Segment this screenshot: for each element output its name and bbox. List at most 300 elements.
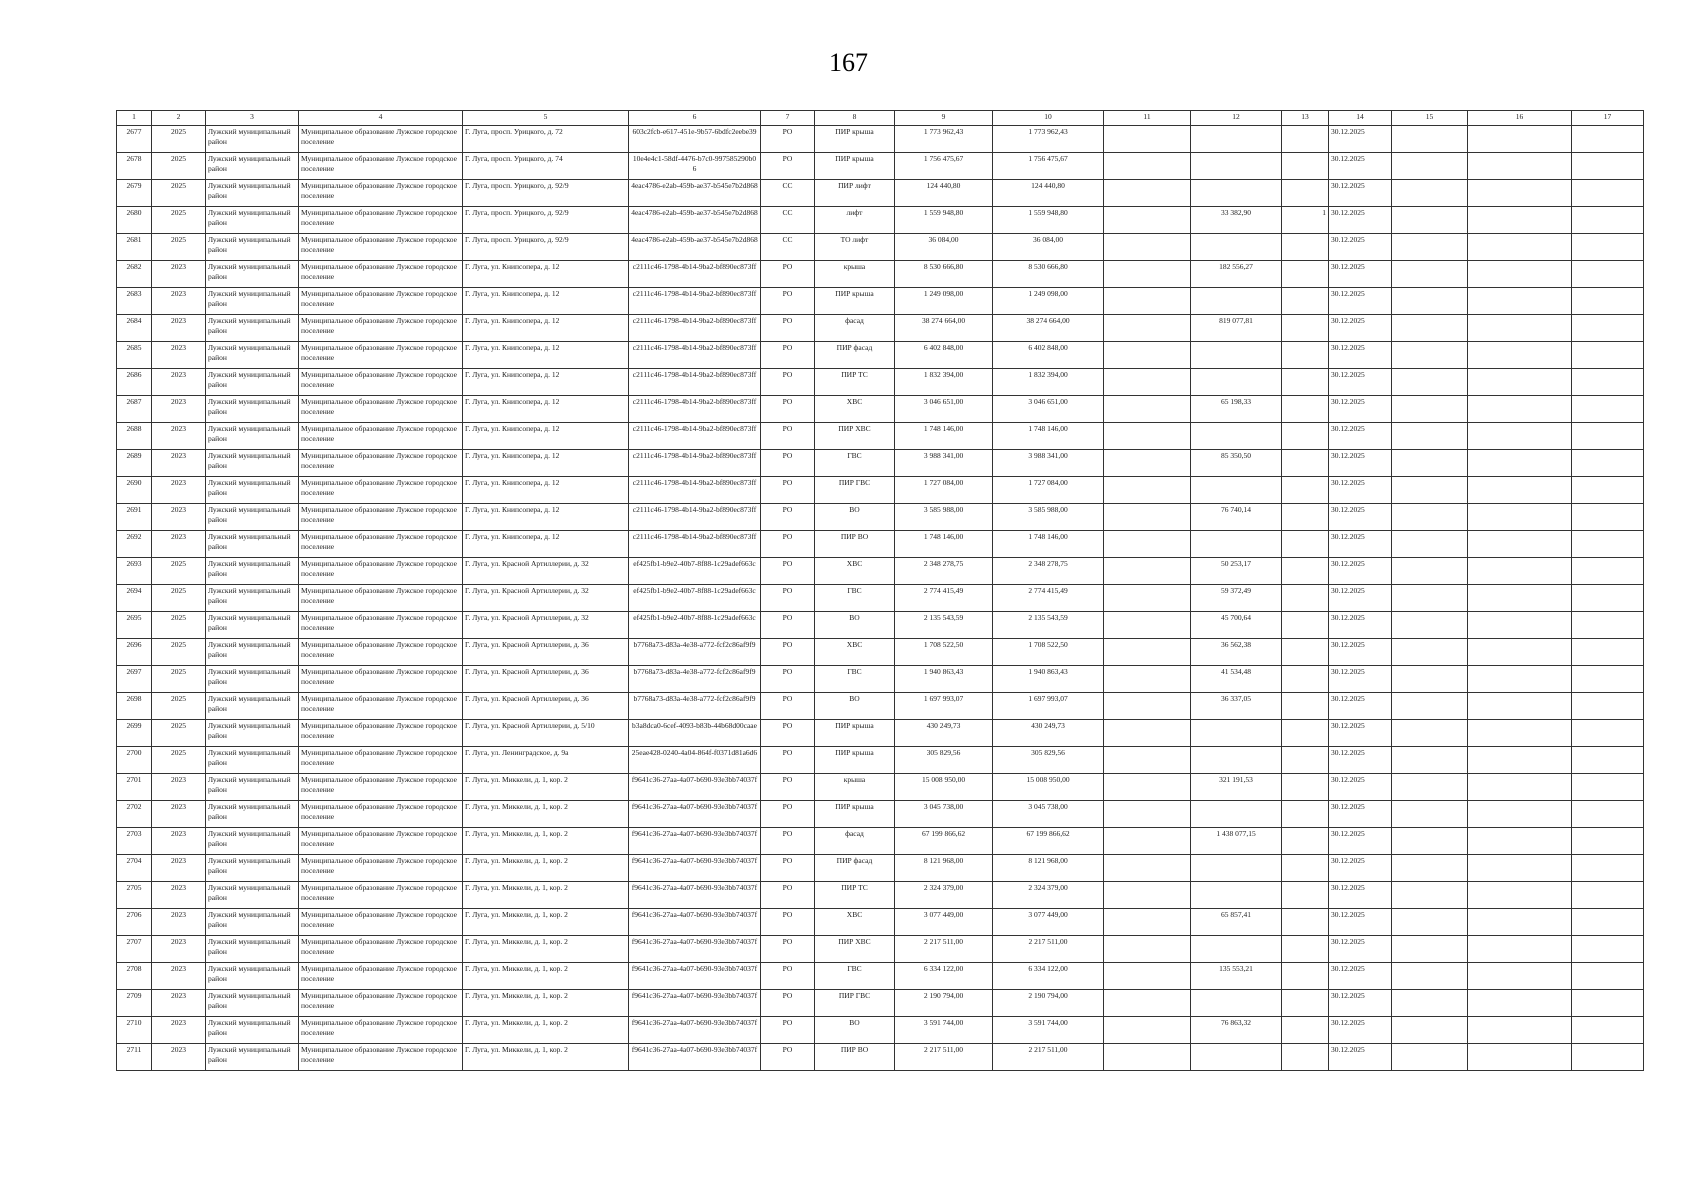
column-header: 13 bbox=[1282, 111, 1329, 126]
table-row bbox=[117, 315, 1644, 342]
guid-cell: f9641c36-27aa-4a07-b690-93e3bb74037f bbox=[629, 774, 761, 801]
year-cell: 2023 bbox=[152, 1044, 206, 1071]
column-header: 17 bbox=[1572, 111, 1644, 126]
district-cell: Лужский муниципальный район bbox=[206, 369, 299, 396]
col12-cell: 50 253,17 bbox=[1191, 558, 1282, 585]
work-type-cell: крыша bbox=[815, 261, 895, 288]
district-cell: Лужский муниципальный район bbox=[206, 855, 299, 882]
guid-cell: b3a8dca0-6cef-4093-b83b-44b68d00caae bbox=[629, 720, 761, 747]
type-cell: РО bbox=[761, 1017, 815, 1044]
district-cell: Лужский муниципальный район bbox=[206, 666, 299, 693]
year-cell: 2025 bbox=[152, 126, 206, 153]
col16-cell bbox=[1468, 234, 1572, 261]
table-row bbox=[117, 747, 1644, 774]
work-type-cell: ВО bbox=[815, 504, 895, 531]
year-cell: 2025 bbox=[152, 153, 206, 180]
col13-cell bbox=[1282, 396, 1329, 423]
district-cell: Лужский муниципальный район bbox=[206, 153, 299, 180]
address-cell: Г. Луга, ул. Миккели, д. 1, кор. 2 bbox=[463, 963, 629, 990]
table-row bbox=[117, 558, 1644, 585]
column-header: 9 bbox=[895, 111, 993, 126]
col17-cell bbox=[1572, 1044, 1644, 1071]
type-cell: РО bbox=[761, 882, 815, 909]
cost-total-cell: 2 324 379,00 bbox=[993, 882, 1104, 909]
address-cell: Г. Луга, ул. Книпсопера, д. 12 bbox=[463, 261, 629, 288]
col17-cell bbox=[1572, 504, 1644, 531]
guid-cell: c2111c46-1798-4b14-9ba2-bf890ec873ff bbox=[629, 369, 761, 396]
table-row bbox=[117, 369, 1644, 396]
address-cell: Г. Луга, ул. Миккели, д. 1, кор. 2 bbox=[463, 828, 629, 855]
work-type-cell: ГВС bbox=[815, 963, 895, 990]
col11-cell bbox=[1104, 207, 1191, 234]
municipality-cell: Муниципальное образование Лужское городское поселение bbox=[299, 261, 463, 288]
col13-cell bbox=[1282, 1044, 1329, 1071]
col13-cell bbox=[1282, 180, 1329, 207]
deadline-cell: 30.12.2025 bbox=[1329, 423, 1392, 450]
deadline-cell: 30.12.2025 bbox=[1329, 720, 1392, 747]
col15-cell bbox=[1392, 450, 1468, 477]
cost-cell: 2 774 415,49 bbox=[895, 585, 993, 612]
table-row bbox=[117, 693, 1644, 720]
guid-cell: ef425fb1-b9e2-40b7-8f88-1c29adef663c bbox=[629, 585, 761, 612]
district-cell: Лужский муниципальный район bbox=[206, 747, 299, 774]
address-cell: Г. Луга, ул. Книпсопера, д. 12 bbox=[463, 477, 629, 504]
address-cell: Г. Луга, ул. Миккели, д. 1, кор. 2 bbox=[463, 909, 629, 936]
deadline-cell: 30.12.2025 bbox=[1329, 855, 1392, 882]
row-number-cell: 2703 bbox=[117, 828, 152, 855]
cost-cell: 38 274 664,00 bbox=[895, 315, 993, 342]
municipality-cell: Муниципальное образование Лужское городское поселение bbox=[299, 855, 463, 882]
district-cell: Лужский муниципальный район bbox=[206, 828, 299, 855]
table-row bbox=[117, 855, 1644, 882]
row-number-cell: 2701 bbox=[117, 774, 152, 801]
col13-cell bbox=[1282, 531, 1329, 558]
cost-cell: 1 940 863,43 bbox=[895, 666, 993, 693]
municipality-cell: Муниципальное образование Лужское городское поселение bbox=[299, 585, 463, 612]
municipality-cell: Муниципальное образование Лужское городское поселение bbox=[299, 909, 463, 936]
table-row bbox=[117, 936, 1644, 963]
row-number-cell: 2706 bbox=[117, 909, 152, 936]
col15-cell bbox=[1392, 828, 1468, 855]
table-row bbox=[117, 180, 1644, 207]
col15-cell bbox=[1392, 990, 1468, 1017]
column-header: 15 bbox=[1392, 111, 1468, 126]
col11-cell bbox=[1104, 585, 1191, 612]
col12-cell bbox=[1191, 342, 1282, 369]
address-cell: Г. Луга, ул. Красной Артиллерии, д. 36 bbox=[463, 693, 629, 720]
col17-cell bbox=[1572, 1017, 1644, 1044]
address-cell: Г. Луга, ул. Миккели, д. 1, кор. 2 bbox=[463, 936, 629, 963]
type-cell: РО bbox=[761, 450, 815, 477]
work-type-cell: ПИР ГВС bbox=[815, 477, 895, 504]
cost-total-cell: 38 274 664,00 bbox=[993, 315, 1104, 342]
work-type-cell: ПИР ХВС bbox=[815, 936, 895, 963]
col15-cell bbox=[1392, 153, 1468, 180]
row-number-cell: 2690 bbox=[117, 477, 152, 504]
type-cell: РО bbox=[761, 666, 815, 693]
type-cell: РО bbox=[761, 747, 815, 774]
address-cell: Г. Луга, просп. Урицкого, д. 92/9 bbox=[463, 180, 629, 207]
column-header: 1 bbox=[117, 111, 152, 126]
table-row bbox=[117, 423, 1644, 450]
deadline-cell: 30.12.2025 bbox=[1329, 126, 1392, 153]
col12-cell bbox=[1191, 801, 1282, 828]
address-cell: Г. Луга, просп. Урицкого, д. 92/9 bbox=[463, 207, 629, 234]
row-number-cell: 2677 bbox=[117, 126, 152, 153]
work-type-cell: ХВС bbox=[815, 639, 895, 666]
table-row bbox=[117, 1044, 1644, 1071]
district-cell: Лужский муниципальный район bbox=[206, 423, 299, 450]
col13-cell: 1 bbox=[1282, 207, 1329, 234]
deadline-cell: 30.12.2025 bbox=[1329, 477, 1392, 504]
year-cell: 2023 bbox=[152, 450, 206, 477]
col15-cell bbox=[1392, 612, 1468, 639]
col16-cell bbox=[1468, 153, 1572, 180]
cost-cell: 2 217 511,00 bbox=[895, 936, 993, 963]
district-cell: Лужский муниципальный район bbox=[206, 342, 299, 369]
district-cell: Лужский муниципальный район bbox=[206, 936, 299, 963]
cost-total-cell: 2 348 278,75 bbox=[993, 558, 1104, 585]
guid-cell: f9641c36-27aa-4a07-b690-93e3bb74037f bbox=[629, 855, 761, 882]
district-cell: Лужский муниципальный район bbox=[206, 693, 299, 720]
type-cell: РО bbox=[761, 693, 815, 720]
district-cell: Лужский муниципальный район bbox=[206, 558, 299, 585]
table-row bbox=[117, 261, 1644, 288]
col12-cell bbox=[1191, 288, 1282, 315]
guid-cell: f9641c36-27aa-4a07-b690-93e3bb74037f bbox=[629, 963, 761, 990]
col17-cell bbox=[1572, 261, 1644, 288]
cost-cell: 124 440,80 bbox=[895, 180, 993, 207]
col16-cell bbox=[1468, 720, 1572, 747]
col17-cell bbox=[1572, 936, 1644, 963]
district-cell: Лужский муниципальный район bbox=[206, 1017, 299, 1044]
deadline-cell: 30.12.2025 bbox=[1329, 585, 1392, 612]
year-cell: 2023 bbox=[152, 909, 206, 936]
col15-cell bbox=[1392, 801, 1468, 828]
works-table bbox=[116, 110, 1644, 1071]
col13-cell bbox=[1282, 477, 1329, 504]
year-cell: 2023 bbox=[152, 288, 206, 315]
row-number-cell: 2711 bbox=[117, 1044, 152, 1071]
year-cell: 2025 bbox=[152, 234, 206, 261]
col15-cell bbox=[1392, 747, 1468, 774]
municipality-cell: Муниципальное образование Лужское городское поселение bbox=[299, 990, 463, 1017]
cost-cell: 3 077 449,00 bbox=[895, 909, 993, 936]
address-cell: Г. Луга, ул. Красной Артиллерии, д. 32 bbox=[463, 612, 629, 639]
col12-cell: 135 553,21 bbox=[1191, 963, 1282, 990]
guid-cell: ef425fb1-b9e2-40b7-8f88-1c29adef663c bbox=[629, 558, 761, 585]
col11-cell bbox=[1104, 126, 1191, 153]
type-cell: РО bbox=[761, 612, 815, 639]
type-cell: РО bbox=[761, 990, 815, 1017]
year-cell: 2023 bbox=[152, 261, 206, 288]
col16-cell bbox=[1468, 612, 1572, 639]
cost-cell: 1 727 084,00 bbox=[895, 477, 993, 504]
cost-cell: 67 199 866,62 bbox=[895, 828, 993, 855]
table-row bbox=[117, 882, 1644, 909]
deadline-cell: 30.12.2025 bbox=[1329, 801, 1392, 828]
municipality-cell: Муниципальное образование Лужское городское поселение bbox=[299, 720, 463, 747]
deadline-cell: 30.12.2025 bbox=[1329, 909, 1392, 936]
col12-cell: 819 077,81 bbox=[1191, 315, 1282, 342]
table-row bbox=[117, 963, 1644, 990]
year-cell: 2025 bbox=[152, 666, 206, 693]
type-cell: РО bbox=[761, 963, 815, 990]
deadline-cell: 30.12.2025 bbox=[1329, 234, 1392, 261]
cost-cell: 6 334 122,00 bbox=[895, 963, 993, 990]
row-number-cell: 2692 bbox=[117, 531, 152, 558]
col17-cell bbox=[1572, 990, 1644, 1017]
deadline-cell: 30.12.2025 bbox=[1329, 666, 1392, 693]
col15-cell bbox=[1392, 666, 1468, 693]
col13-cell bbox=[1282, 423, 1329, 450]
municipality-cell: Муниципальное образование Лужское городское поселение bbox=[299, 963, 463, 990]
table-row bbox=[117, 207, 1644, 234]
cost-total-cell: 3 077 449,00 bbox=[993, 909, 1104, 936]
row-number-cell: 2689 bbox=[117, 450, 152, 477]
district-cell: Лужский муниципальный район bbox=[206, 180, 299, 207]
col16-cell bbox=[1468, 747, 1572, 774]
deadline-cell: 30.12.2025 bbox=[1329, 1044, 1392, 1071]
cost-cell: 8 530 666,80 bbox=[895, 261, 993, 288]
municipality-cell: Муниципальное образование Лужское городское поселение bbox=[299, 801, 463, 828]
col16-cell bbox=[1468, 1017, 1572, 1044]
col12-cell: 76 740,14 bbox=[1191, 504, 1282, 531]
col17-cell bbox=[1572, 153, 1644, 180]
col17-cell bbox=[1572, 396, 1644, 423]
table-row bbox=[117, 774, 1644, 801]
type-cell: РО bbox=[761, 1044, 815, 1071]
col13-cell bbox=[1282, 693, 1329, 720]
guid-cell: c2111c46-1798-4b14-9ba2-bf890ec873ff bbox=[629, 423, 761, 450]
type-cell: РО bbox=[761, 531, 815, 558]
table-row bbox=[117, 153, 1644, 180]
cost-cell: 3 046 651,00 bbox=[895, 396, 993, 423]
type-cell: РО bbox=[761, 855, 815, 882]
cost-cell: 3 045 738,00 bbox=[895, 801, 993, 828]
col17-cell bbox=[1572, 207, 1644, 234]
address-cell: Г. Луга, ул. Миккели, д. 1, кор. 2 bbox=[463, 801, 629, 828]
col13-cell bbox=[1282, 504, 1329, 531]
col11-cell bbox=[1104, 423, 1191, 450]
type-cell: РО bbox=[761, 477, 815, 504]
col16-cell bbox=[1468, 801, 1572, 828]
table-row bbox=[117, 909, 1644, 936]
column-header: 4 bbox=[299, 111, 463, 126]
cost-total-cell: 3 988 341,00 bbox=[993, 450, 1104, 477]
type-cell: СС bbox=[761, 180, 815, 207]
cost-cell: 2 324 379,00 bbox=[895, 882, 993, 909]
col16-cell bbox=[1468, 882, 1572, 909]
col15-cell bbox=[1392, 1017, 1468, 1044]
row-number-cell: 2685 bbox=[117, 342, 152, 369]
col11-cell bbox=[1104, 1044, 1191, 1071]
table-row bbox=[117, 801, 1644, 828]
work-type-cell: ПИР фасад bbox=[815, 855, 895, 882]
municipality-cell: Муниципальное образование Лужское городское поселение bbox=[299, 774, 463, 801]
cost-total-cell: 1 748 146,00 bbox=[993, 531, 1104, 558]
col13-cell bbox=[1282, 234, 1329, 261]
column-header: 3 bbox=[206, 111, 299, 126]
row-number-cell: 2686 bbox=[117, 369, 152, 396]
year-cell: 2023 bbox=[152, 369, 206, 396]
col11-cell bbox=[1104, 477, 1191, 504]
col17-cell bbox=[1572, 126, 1644, 153]
district-cell: Лужский муниципальный район bbox=[206, 801, 299, 828]
col11-cell bbox=[1104, 1017, 1191, 1044]
table-row bbox=[117, 126, 1644, 153]
col16-cell bbox=[1468, 990, 1572, 1017]
year-cell: 2023 bbox=[152, 801, 206, 828]
work-type-cell: крыша bbox=[815, 774, 895, 801]
municipality-cell: Муниципальное образование Лужское городское поселение bbox=[299, 1017, 463, 1044]
row-number-cell: 2708 bbox=[117, 963, 152, 990]
address-cell: Г. Луга, ул. Красной Артиллерии, д. 32 bbox=[463, 585, 629, 612]
guid-cell: b7768a73-d83a-4e38-a772-fcf2c86af9f9 bbox=[629, 639, 761, 666]
guid-cell: f9641c36-27aa-4a07-b690-93e3bb74037f bbox=[629, 801, 761, 828]
deadline-cell: 30.12.2025 bbox=[1329, 828, 1392, 855]
col12-cell: 1 438 077,15 bbox=[1191, 828, 1282, 855]
cost-total-cell: 3 585 988,00 bbox=[993, 504, 1104, 531]
year-cell: 2025 bbox=[152, 612, 206, 639]
cost-total-cell: 2 774 415,49 bbox=[993, 585, 1104, 612]
row-number-cell: 2696 bbox=[117, 639, 152, 666]
row-number-cell: 2702 bbox=[117, 801, 152, 828]
address-cell: Г. Луга, ул. Красной Артиллерии, д. 5/10 bbox=[463, 720, 629, 747]
municipality-cell: Муниципальное образование Лужское городское поселение bbox=[299, 396, 463, 423]
guid-cell: f9641c36-27aa-4a07-b690-93e3bb74037f bbox=[629, 909, 761, 936]
col13-cell bbox=[1282, 936, 1329, 963]
col13-cell bbox=[1282, 558, 1329, 585]
table-row bbox=[117, 288, 1644, 315]
col16-cell bbox=[1468, 315, 1572, 342]
municipality-cell: Муниципальное образование Лужское городское поселение bbox=[299, 450, 463, 477]
year-cell: 2023 bbox=[152, 828, 206, 855]
row-number-cell: 2680 bbox=[117, 207, 152, 234]
work-type-cell: ВО bbox=[815, 612, 895, 639]
col12-cell bbox=[1191, 180, 1282, 207]
cost-cell: 1 773 962,43 bbox=[895, 126, 993, 153]
deadline-cell: 30.12.2025 bbox=[1329, 531, 1392, 558]
table-row bbox=[117, 504, 1644, 531]
col13-cell bbox=[1282, 450, 1329, 477]
municipality-cell: Муниципальное образование Лужское городское поселение bbox=[299, 342, 463, 369]
work-type-cell: ПИР ВО bbox=[815, 531, 895, 558]
col13-cell bbox=[1282, 342, 1329, 369]
year-cell: 2025 bbox=[152, 585, 206, 612]
table-row bbox=[117, 342, 1644, 369]
deadline-cell: 30.12.2025 bbox=[1329, 1017, 1392, 1044]
col12-cell: 41 534,48 bbox=[1191, 666, 1282, 693]
col13-cell bbox=[1282, 153, 1329, 180]
work-type-cell: ПИР ТС bbox=[815, 369, 895, 396]
col12-cell bbox=[1191, 369, 1282, 396]
col11-cell bbox=[1104, 936, 1191, 963]
col11-cell bbox=[1104, 369, 1191, 396]
guid-cell: f9641c36-27aa-4a07-b690-93e3bb74037f bbox=[629, 990, 761, 1017]
year-cell: 2023 bbox=[152, 531, 206, 558]
table-row bbox=[117, 666, 1644, 693]
address-cell: Г. Луга, ул. Миккели, д. 1, кор. 2 bbox=[463, 774, 629, 801]
cost-total-cell: 305 829,56 bbox=[993, 747, 1104, 774]
year-cell: 2025 bbox=[152, 207, 206, 234]
year-cell: 2025 bbox=[152, 747, 206, 774]
district-cell: Лужский муниципальный район bbox=[206, 720, 299, 747]
col17-cell bbox=[1572, 531, 1644, 558]
cost-cell: 2 190 794,00 bbox=[895, 990, 993, 1017]
type-cell: РО bbox=[761, 288, 815, 315]
row-number-cell: 2710 bbox=[117, 1017, 152, 1044]
district-cell: Лужский муниципальный район bbox=[206, 207, 299, 234]
col16-cell bbox=[1468, 180, 1572, 207]
col16-cell bbox=[1468, 1044, 1572, 1071]
guid-cell: 603c2fcb-e617-451e-9b57-6bdfc2eebe39 bbox=[629, 126, 761, 153]
cost-total-cell: 15 008 950,00 bbox=[993, 774, 1104, 801]
col17-cell bbox=[1572, 693, 1644, 720]
col15-cell bbox=[1392, 558, 1468, 585]
row-number-cell: 2687 bbox=[117, 396, 152, 423]
address-cell: Г. Луга, ул. Книпсопера, д. 12 bbox=[463, 396, 629, 423]
col16-cell bbox=[1468, 909, 1572, 936]
col15-cell bbox=[1392, 936, 1468, 963]
deadline-cell: 30.12.2025 bbox=[1329, 558, 1392, 585]
col15-cell bbox=[1392, 396, 1468, 423]
year-cell: 2023 bbox=[152, 963, 206, 990]
guid-cell: c2111c46-1798-4b14-9ba2-bf890ec873ff bbox=[629, 288, 761, 315]
guid-cell: c2111c46-1798-4b14-9ba2-bf890ec873ff bbox=[629, 504, 761, 531]
year-cell: 2025 bbox=[152, 558, 206, 585]
cost-total-cell: 430 249,73 bbox=[993, 720, 1104, 747]
col17-cell bbox=[1572, 720, 1644, 747]
col17-cell bbox=[1572, 234, 1644, 261]
col11-cell bbox=[1104, 261, 1191, 288]
type-cell: РО bbox=[761, 558, 815, 585]
address-cell: Г. Луга, просп. Урицкого, д. 92/9 bbox=[463, 234, 629, 261]
cost-total-cell: 124 440,80 bbox=[993, 180, 1104, 207]
col15-cell bbox=[1392, 531, 1468, 558]
guid-cell: f9641c36-27aa-4a07-b690-93e3bb74037f bbox=[629, 828, 761, 855]
type-cell: РО bbox=[761, 423, 815, 450]
col17-cell bbox=[1572, 963, 1644, 990]
work-type-cell: ПИР крыша bbox=[815, 801, 895, 828]
cost-cell: 36 084,00 bbox=[895, 234, 993, 261]
col12-cell: 85 350,50 bbox=[1191, 450, 1282, 477]
cost-total-cell: 1 756 475,67 bbox=[993, 153, 1104, 180]
col13-cell bbox=[1282, 585, 1329, 612]
deadline-cell: 30.12.2025 bbox=[1329, 450, 1392, 477]
work-type-cell: ГВС bbox=[815, 666, 895, 693]
district-cell: Лужский муниципальный район bbox=[206, 504, 299, 531]
year-cell: 2023 bbox=[152, 423, 206, 450]
address-cell: Г. Луга, ул. Миккели, д. 1, кор. 2 bbox=[463, 1017, 629, 1044]
cost-cell: 305 829,56 bbox=[895, 747, 993, 774]
col12-cell bbox=[1191, 747, 1282, 774]
column-header: 12 bbox=[1191, 111, 1282, 126]
municipality-cell: Муниципальное образование Лужское городское поселение bbox=[299, 234, 463, 261]
col11-cell bbox=[1104, 990, 1191, 1017]
col17-cell bbox=[1572, 666, 1644, 693]
cost-cell: 8 121 968,00 bbox=[895, 855, 993, 882]
type-cell: СС bbox=[761, 207, 815, 234]
year-cell: 2023 bbox=[152, 342, 206, 369]
col17-cell bbox=[1572, 423, 1644, 450]
col17-cell bbox=[1572, 558, 1644, 585]
row-number-cell: 2709 bbox=[117, 990, 152, 1017]
deadline-cell: 30.12.2025 bbox=[1329, 639, 1392, 666]
year-cell: 2023 bbox=[152, 855, 206, 882]
type-cell: РО bbox=[761, 720, 815, 747]
work-type-cell: ТО лифт bbox=[815, 234, 895, 261]
